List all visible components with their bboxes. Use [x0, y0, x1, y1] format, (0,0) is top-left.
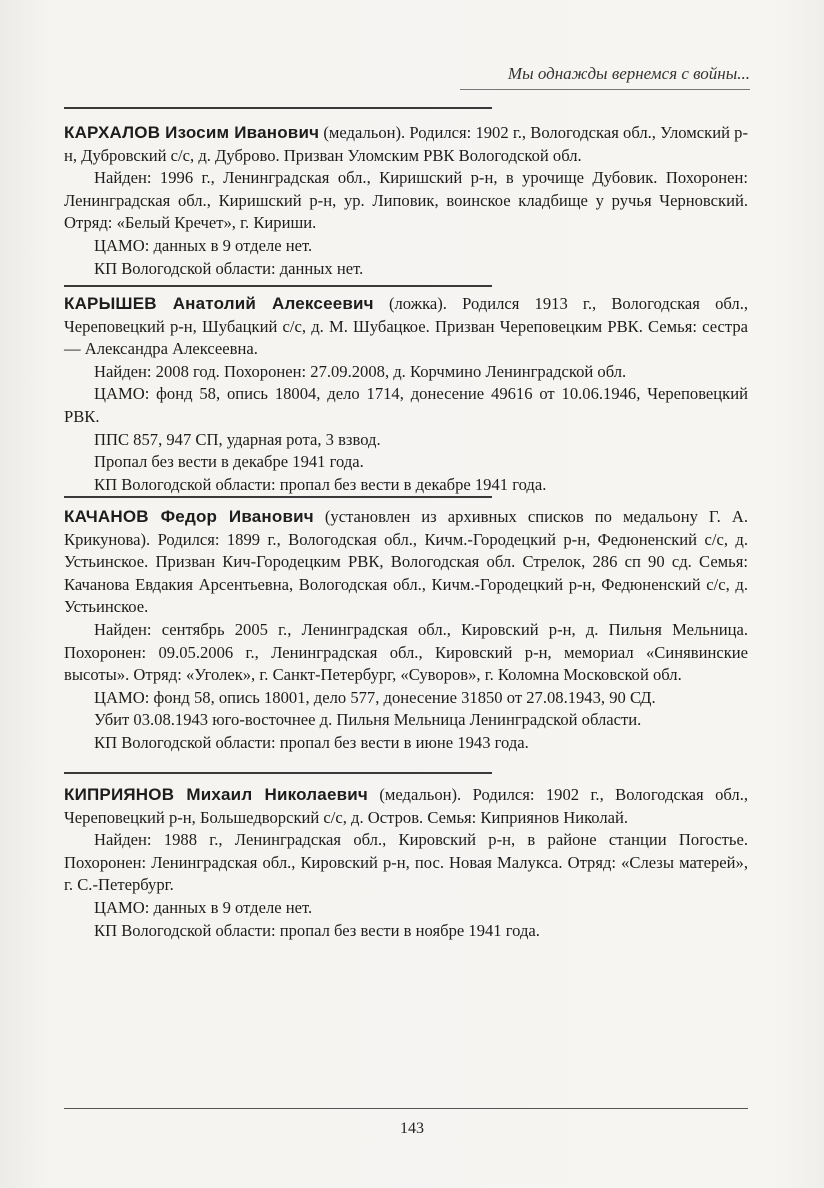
- entry-kipriyanov: [64, 784, 748, 942]
- entry-paragraph: ЦАМО: данных в 9 отделе нет.: [94, 235, 313, 255]
- entry-divider: [64, 285, 492, 287]
- entry-karkhalov: [64, 122, 748, 280]
- entry-paragraph: Найден: 2008 год. Похоронен: 27.09.2008, д. Корчмино Ленинградской обл.: [94, 361, 627, 381]
- entry-paragraph: Найден: сентябрь 2005 г., Ленинградская обл., Кировский р-н, д. Пильня Мельница. Похоронен: 09.05.2006 г., Ленинградская обл., Кировский р-н, мемориал «Синявинские высоты». Отряд: «Уголек», г. Санкт-Петербург, «Суворов», г. Коломна Московской обл.: [64, 619, 748, 685]
- entry-divider: [64, 496, 492, 498]
- entry-kachanov: [64, 506, 748, 755]
- entry-paragraph: ЦАМО: фонд 58, опись 18001, дело 577, донесение 31850 от 27.08.1943, 90 СД.: [94, 687, 656, 707]
- entry-paragraph: Пропал без вести в декабре 1941 года.: [94, 452, 364, 472]
- entry-divider: [64, 107, 492, 109]
- footer-divider: [64, 1108, 748, 1109]
- entry-name: КАРХАЛОВ Изосим Иванович: [64, 123, 320, 142]
- entry-paragraph: ЦАМО: данных в 9 отделе нет.: [94, 897, 313, 917]
- entry-intro: [64, 293, 748, 361]
- entry-paragraph: ЦАМО: фонд 58, опись 18004, дело 1714, донесение 49616 от 10.06.1946, Череповецкий РВК.: [64, 384, 748, 426]
- entry-intro: [64, 122, 748, 167]
- entry-intro: [64, 784, 748, 829]
- entry-paragraph: Найден: 1988 г., Ленинградская обл., Кировский р-н, в районе станции Погостье. Похоронен: Ленинградская обл., Кировский р-н, пос. Новая Малукса. Отряд: «Слезы матерей», г. С.-Петербург.: [64, 830, 748, 895]
- entry-karyshev: [64, 293, 748, 496]
- entry-paragraph: Найден: 1996 г., Ленинградская обл., Киришский р-н, в урочище Дубовик. Похоронен: Ленинградская обл., Киришский р-н, ур. Липовик, воинское кладбище у ручья Черновский. Отряд: «Белый Кречет», г. Кириши.: [64, 168, 748, 233]
- entry-intro-text: (ложка). Родился 1913 г., Вологодская обл., Череповецкий р-н, Шубацкий с/с, д. М. Шубацкое. Призван Череповецким РВК. Семья: сестра — Александра Алексеевна.: [64, 294, 748, 359]
- entry-name: КИПРИЯНОВ Михаил Николаевич: [64, 785, 368, 804]
- running-head: Мы однажды вернемся с войны...: [460, 64, 750, 90]
- entry-paragraph: КП Вологодской области: данных нет.: [94, 258, 364, 278]
- page-number: 143: [400, 1120, 424, 1137]
- entry-name: КАЧАНОВ Федор Иванович: [64, 507, 314, 526]
- entry-paragraph: ППС 857, 947 СП, ударная рота, 3 взвод.: [94, 429, 381, 449]
- entry-intro-text: (медальон). Родился: 1902 г., Вологодская обл., Череповецкий р-н, Большедворский с/с, д. Остров. Семья: Киприянов Николай.: [64, 785, 748, 827]
- entry-paragraph: Убит 03.08.1943 юго-восточнее д. Пильня Мельница Ленинградской области.: [94, 710, 642, 730]
- entry-paragraph: КП Вологодской области: пропал без вести в июне 1943 года.: [94, 732, 529, 752]
- entry-name: КАРЫШЕВ Анатолий Алексеевич: [64, 294, 374, 313]
- entry-intro: [64, 506, 748, 619]
- entry-intro-text: (установлен из архивных списков по медальону Г. А. Крикунова). Родился: 1899 г., Вологодская обл., Кичм.-Городецкий р-н, Федюненский с/с, д. Устьинское. Призван Кич-Городецким РВК, Вологодская обл. Стрелок, 286 сп 90 сд. Семья: Качанова Евдакия Арсентьевна, Вологодская обл., Кичм.-Городецкий р-н, Федюненский с/с, д. Устьинское.: [64, 507, 748, 617]
- entry-intro-text: (медальон). Родился: 1902 г., Вологодская обл., Уломский р-н, Дубровский с/с, д. Дуброво. Призван Уломским РВК Вологодской обл.: [64, 123, 748, 165]
- entry-paragraph: КП Вологодской области: пропал без вести в ноябре 1941 года.: [94, 920, 540, 940]
- entry-paragraph: КП Вологодской области: пропал без вести в декабре 1941 года.: [94, 474, 547, 494]
- entry-divider: [64, 772, 492, 774]
